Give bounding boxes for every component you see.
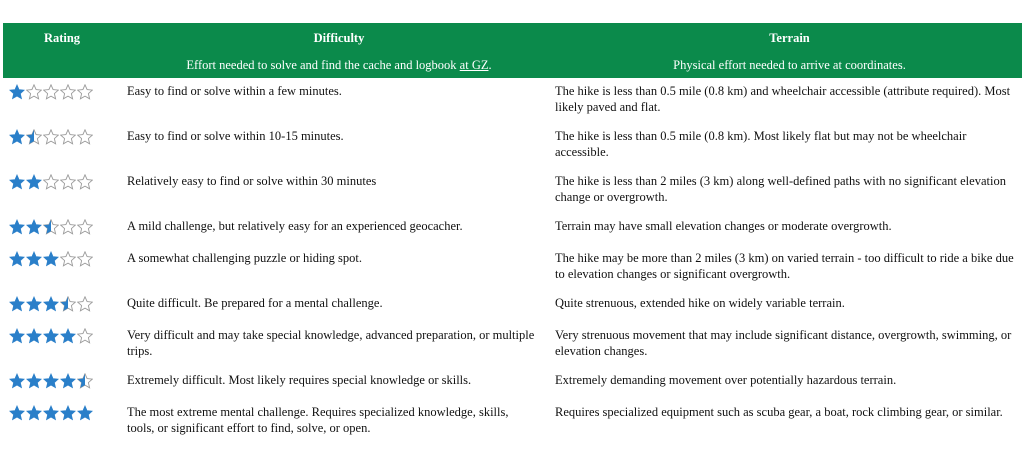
table-row [3,367,1022,399]
star-full-icon [26,328,42,344]
star-empty-icon [26,84,42,100]
star-half-icon [43,219,59,235]
star-rating [9,251,93,267]
star-full-icon [9,174,25,190]
star-half-icon [26,129,42,145]
difficulty-description: Quite difficult. Be prepared for a mental challenge. [127,296,383,310]
table-row [3,245,1022,290]
star-empty-icon [77,251,93,267]
terrain-description: Terrain may have small elevation changes or moderate overgrowth. [555,219,892,233]
star-empty-icon [77,328,93,344]
star-empty-icon [43,84,59,100]
star-full-icon [26,251,42,267]
star-empty-icon [77,129,93,145]
star-rating [9,219,93,235]
star-empty-icon [77,174,93,190]
star-rating [9,373,93,389]
star-full-icon [43,373,59,389]
star-rating [9,84,93,100]
gz-link[interactable]: at GZ [459,58,489,72]
difficulty-description: A mild challenge, but relatively easy for an experienced geocacher. [127,219,463,233]
terrain-description: The hike is less than 0.5 mile (0.8 km). Most likely flat but may not be wheelchair accessible. [555,129,967,159]
terrain-description: The hike is less than 0.5 mile (0.8 km) and wheelchair accessible (attribute required). Most likely paved and flat. [555,84,1011,114]
star-full-icon [26,373,42,389]
star-full-icon [9,405,25,421]
star-full-icon [60,405,76,421]
table-row [3,123,1022,168]
difficulty-description: Extremely difficult. Most likely requires special knowledge or skills. [127,373,472,387]
table-row [3,399,1022,447]
table-row [3,78,1022,123]
star-full-icon [43,328,59,344]
difficulty-description: Easy to find or solve within a few minutes. [127,84,342,98]
difficulty-subheader [121,58,557,73]
star-full-icon [26,219,42,235]
difficulty-description: A somewhat challenging puzzle or hiding spot. [127,251,363,265]
star-rating [9,405,93,421]
star-full-icon [26,296,42,312]
terrain-description: The hike is less than 2 miles (3 km) along well-defined paths with no significant elevation change or overgrowth. [555,174,1006,204]
star-empty-icon [60,174,76,190]
terrain-subheader: Physical effort needed to arrive at coordinates. [673,58,906,72]
rating-table [3,23,1022,435]
difficulty-subheader-text: Effort needed to solve and find the cache and logbook [186,58,460,72]
star-empty-icon [60,219,76,235]
star-full-icon [9,251,25,267]
terrain-description: Very strenuous movement that may include significant distance, overgrowth, swimming, or elevation changes. [555,328,1012,358]
star-full-icon [9,296,25,312]
star-empty-icon [77,219,93,235]
difficulty-description: The most extreme mental challenge. Requires specialized knowledge, skills, tools, or significant effort to find, solve, or open. [127,405,509,435]
star-full-icon [60,373,76,389]
difficulty-description: Relatively easy to find or solve within 30 minutes [127,174,377,188]
table-row [3,168,1022,213]
star-full-icon [43,296,59,312]
star-full-icon [43,251,59,267]
star-full-icon [77,405,93,421]
difficulty-description: Easy to find or solve within 10-15 minutes. [127,129,344,143]
star-rating [9,296,93,312]
table-row [3,213,1022,245]
star-empty-icon [77,84,93,100]
table-header [3,23,1022,78]
difficulty-column-header: Difficulty [313,31,365,45]
star-full-icon [9,373,25,389]
star-half-icon [77,373,93,389]
star-empty-icon [43,174,59,190]
table-row [3,290,1022,322]
star-full-icon [9,328,25,344]
table-row [3,322,1022,367]
star-full-icon [26,405,42,421]
terrain-description: Extremely demanding movement over potentially hazardous terrain. [555,373,897,387]
rating-column-header: Rating [43,31,81,45]
star-rating [9,174,93,190]
terrain-column-header: Terrain [769,31,810,45]
star-rating [9,129,93,145]
star-full-icon [26,174,42,190]
star-empty-icon [43,129,59,145]
star-empty-icon [60,84,76,100]
terrain-description: Requires specialized equipment such as scuba gear, a boat, rock climbing gear, or similar. [555,405,1003,419]
star-rating [9,328,93,344]
star-full-icon [9,84,25,100]
star-empty-icon [77,296,93,312]
star-full-icon [9,129,25,145]
star-half-icon [60,296,76,312]
difficulty-subheader-suffix: . [488,58,492,72]
terrain-description: The hike may be more than 2 miles (3 km) on varied terrain - too difficult to ride a bike due to elevation changes or significant overgrowth. [555,251,1014,281]
star-full-icon [9,219,25,235]
star-full-icon [60,328,76,344]
star-empty-icon [60,251,76,267]
star-full-icon [43,405,59,421]
terrain-description: Quite strenuous, extended hike on widely variable terrain. [555,296,845,310]
difficulty-description: Very difficult and may take special knowledge, advanced preparation, or multiple trips. [127,328,535,358]
star-empty-icon [60,129,76,145]
